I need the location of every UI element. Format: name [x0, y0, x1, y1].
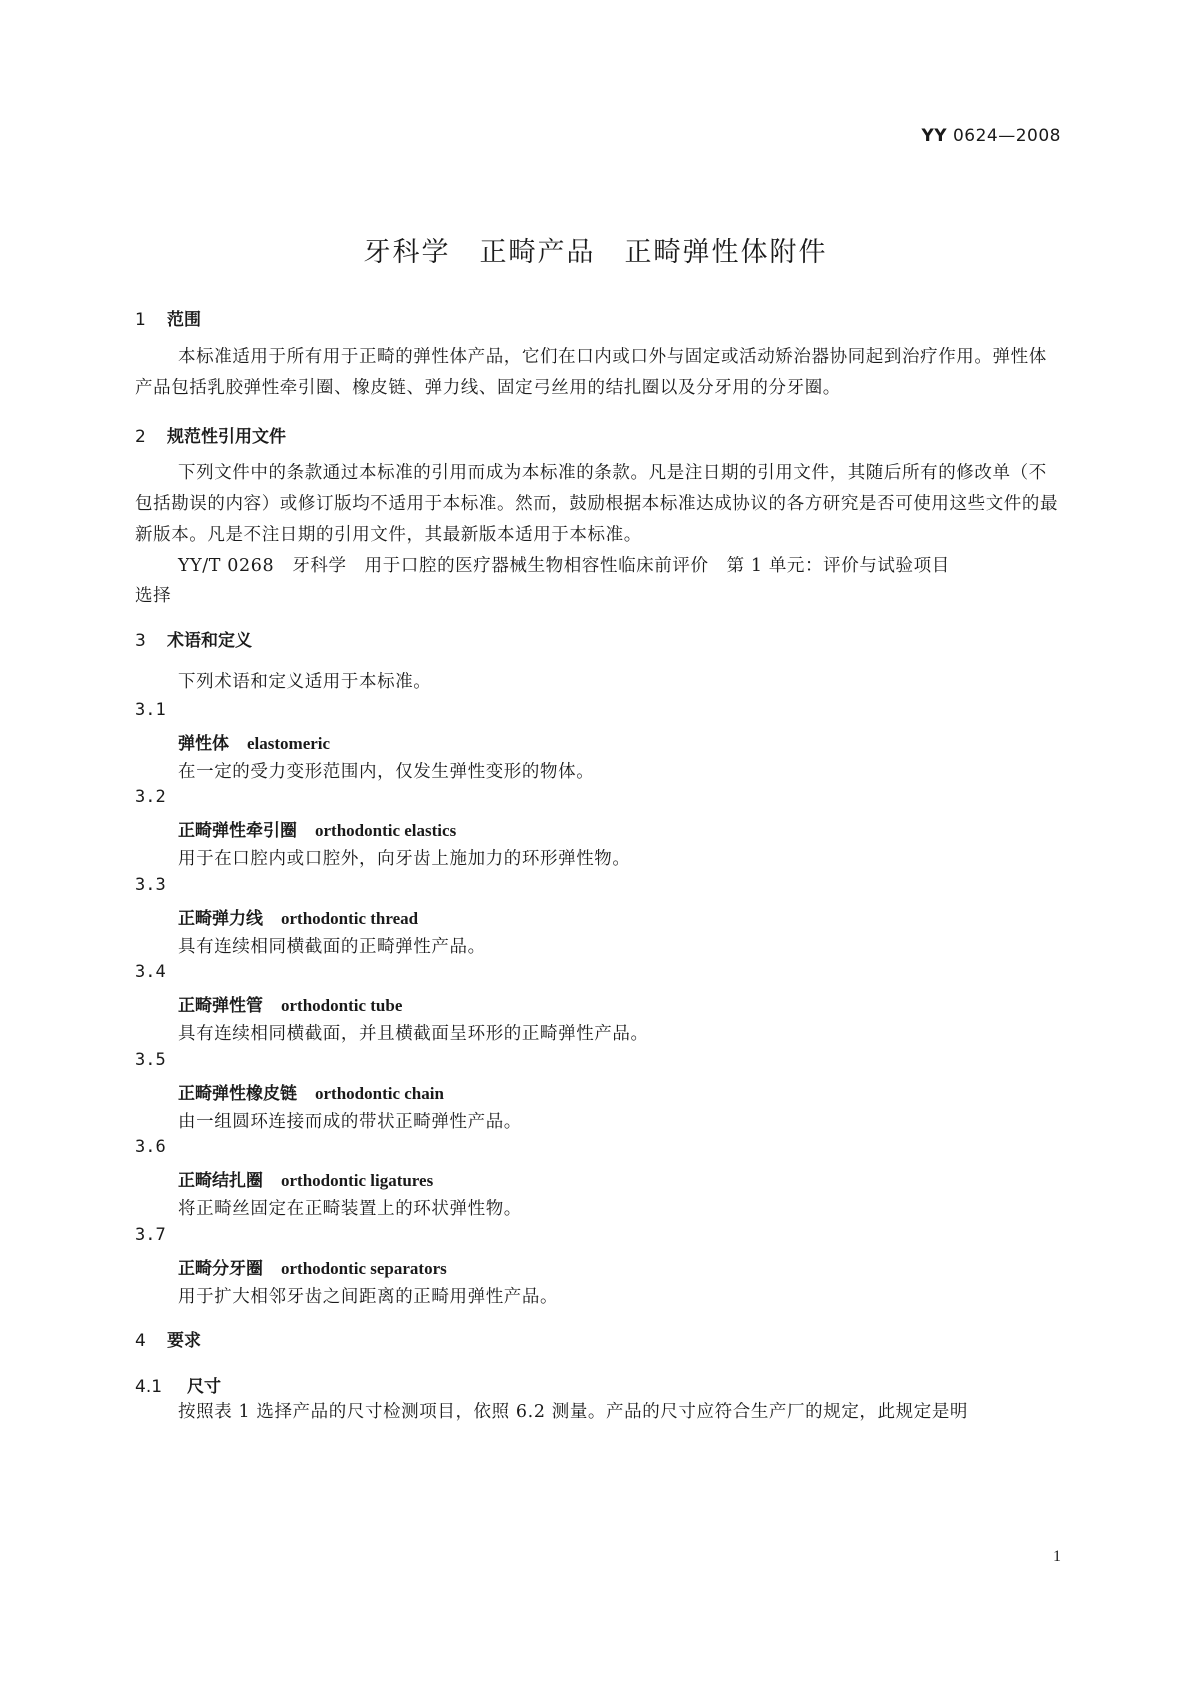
normative-reference-continued: 选择 [135, 586, 172, 606]
document-title: 牙科学 正畸产品 正畸弹性体附件 [363, 237, 828, 268]
term-entry [178, 1166, 433, 1191]
term-chinese: 正畸结扎圈 [178, 1171, 263, 1191]
section-title: 要求 [167, 1331, 201, 1351]
section-3-intro: 下列术语和定义适用于本标准。 [178, 672, 432, 692]
term-definition: 由一组圆环连接而成的带状正畸弹性产品。 [178, 1112, 522, 1132]
clause-number: 3.7 [135, 1225, 166, 1245]
clause-number: 3.2 [135, 787, 166, 807]
standard-id [921, 126, 1061, 146]
section-title: 规范性引用文件 [167, 427, 286, 447]
page-number: 1 [1053, 1548, 1061, 1565]
clause-number: 3.1 [135, 700, 166, 720]
clause-number: 3.4 [135, 962, 166, 982]
term-chinese: 正畸弹性橡皮链 [178, 1084, 297, 1104]
term-chinese: 正畸分牙圈 [178, 1259, 263, 1279]
term-english: orthodontic ligatures [281, 1171, 434, 1190]
section-title: 术语和定义 [167, 631, 252, 651]
term-definition: 在一定的受力变形范围内，仅发生弹性变形的物体。 [178, 762, 595, 782]
term-chinese: 弹性体 [178, 734, 229, 754]
section-number: 4 [135, 1331, 146, 1351]
term-entry [178, 1254, 447, 1279]
standard-number: 0624—2008 [947, 126, 1061, 146]
term-english: orthodontic elastics [315, 821, 457, 840]
term-entry [178, 1079, 444, 1104]
subsection-4-1-paragraph: 按照表 1 选择产品的尺寸检测项目，依照 6.2 测量。产品的尺寸应符合生产厂的规定，此规定是明 [178, 1402, 969, 1422]
clause-number: 3.6 [135, 1137, 166, 1157]
term-chinese: 正畸弹性管 [178, 996, 263, 1016]
section-1-paragraph: 本标准适用于所有用于正畸的弹性体产品，它们在口内或口外与固定或活动矫治器协同起到治疗作用。弹性体产品包括乳胶弹性牵引圈、橡皮链、弹力线、固定弓丝用的结扎圈以及分牙用的分牙圈。 [135, 347, 1047, 398]
normative-reference: YY/T 0268 牙科学 用于口腔的医疗器械生物相容性临床前评价 第 1 单元：评价与试验项目 [178, 556, 950, 576]
term-chinese: 正畸弹性牵引圈 [178, 821, 297, 841]
term-english: orthodontic separators [281, 1259, 447, 1278]
section-2-paragraph: 下列文件中的条款通过本标准的引用而成为本标准的条款。凡是注日期的引用文件，其随后所有的修改单（不包括勘误的内容）或修订版均不适用于本标准。然而，鼓励根据本标准达成协议的各方研究是否可使用这些文件的最新版本。凡是不注日期的引用文件，其最新版本适用于本标准。 [135, 463, 1059, 545]
subsection-number: 4.1 [135, 1377, 163, 1397]
term-definition: 用于在口腔内或口腔外，向牙齿上施加力的环形弹性物。 [178, 849, 631, 869]
term-definition: 将正畸丝固定在正畸装置上的环状弹性物。 [178, 1199, 522, 1219]
section-4-heading [135, 1326, 201, 1351]
section-3-heading [135, 626, 252, 651]
term-english: orthodontic tube [281, 996, 403, 1015]
term-chinese: 正畸弹力线 [178, 909, 263, 929]
section-number: 2 [135, 427, 146, 447]
term-entry [178, 816, 456, 841]
term-definition: 用于扩大相邻牙齿之间距离的正畸用弹性产品。 [178, 1287, 559, 1307]
term-entry [178, 729, 330, 754]
subsection-4-1-heading [135, 1372, 221, 1397]
term-entry [178, 991, 402, 1016]
section-2-heading [135, 422, 286, 447]
term-english: orthodontic chain [315, 1084, 444, 1103]
section-title: 范围 [167, 310, 201, 330]
term-english: orthodontic thread [281, 909, 419, 928]
subsection-title: 尺寸 [187, 1377, 221, 1397]
section-number: 3 [135, 631, 146, 651]
section-number: 1 [135, 310, 146, 330]
standard-prefix: YY [921, 126, 948, 146]
clause-number: 3.3 [135, 875, 166, 895]
section-1-heading [135, 305, 201, 330]
clause-number: 3.5 [135, 1050, 166, 1070]
term-english: elastomeric [247, 734, 331, 753]
term-definition: 具有连续相同横截面的正畸弹性产品。 [178, 937, 486, 957]
term-entry [178, 904, 418, 929]
term-definition: 具有连续相同横截面，并且横截面呈环形的正畸弹性产品。 [178, 1024, 649, 1044]
